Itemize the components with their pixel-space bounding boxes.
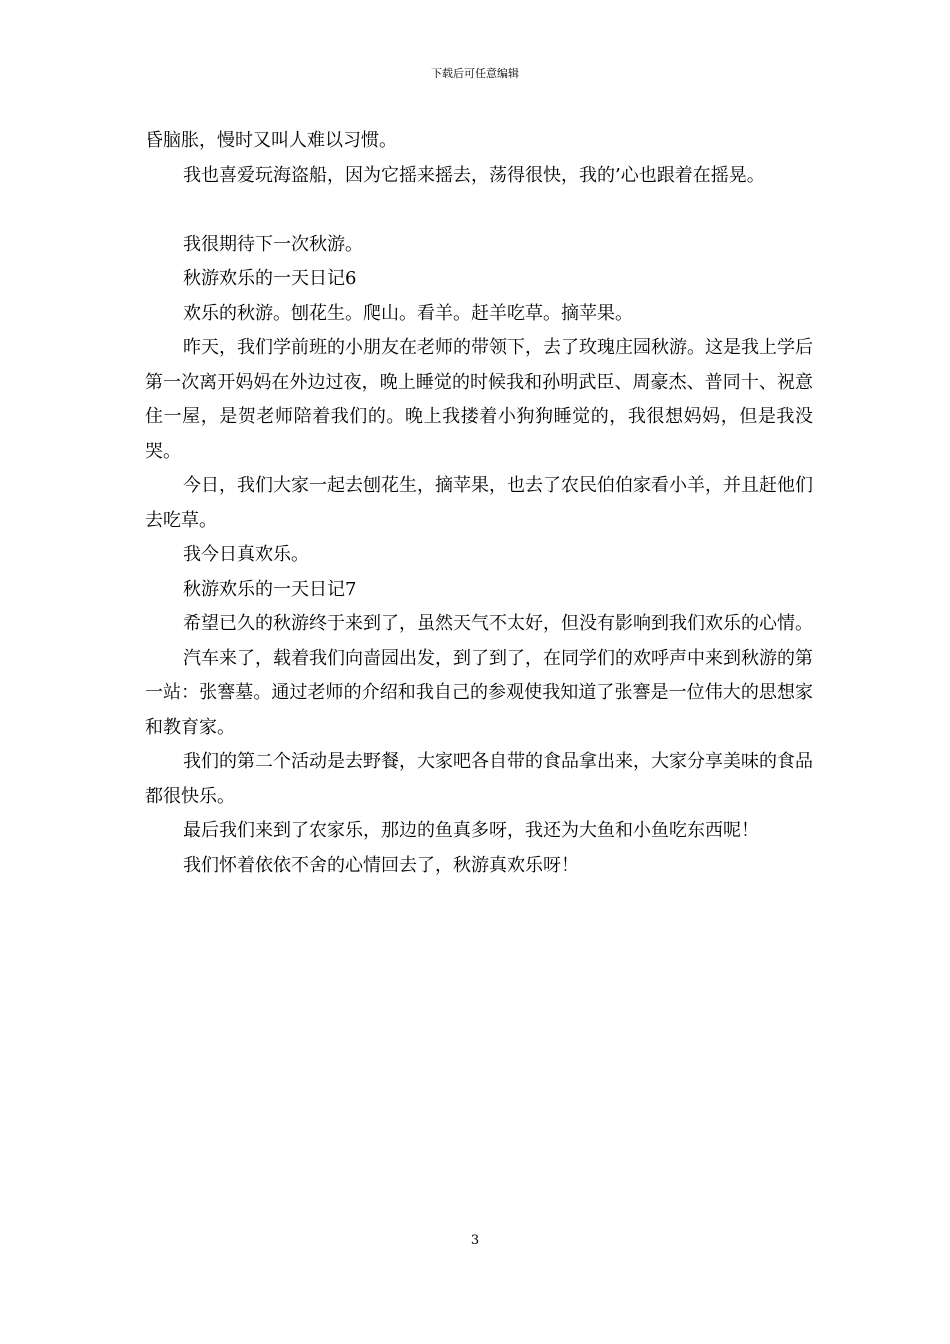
paragraph: 我也喜爱玩海盗船，因为它摇来摇去，荡得很快，我的’心也跟着在摇晃。: [183, 164, 765, 186]
paragraph: 希望已久的秋游终于来到了，虽然天气不太好，但没有影响到我们欢乐的心情。: [183, 613, 813, 634]
blank-line: [145, 193, 813, 228]
paragraph: 我们怀着依依不舍的心情回去了，秋游真欢乐呀！: [183, 854, 579, 876]
paragraph: 我们的第二个活动是去野餐，大家吧各自带的食品拿出来，大家分享美味的食品都很快乐。: [145, 751, 813, 807]
paragraph: 今日，我们大家一起去刨花生，摘苹果，也去了农民伯伯家看小羊，并且赶他们去吃草。: [145, 475, 813, 531]
page-number: 3: [470, 1233, 480, 1248]
paragraph: 昏脑胀，慢时又叫人难以习惯。: [145, 130, 397, 151]
section-title: 秋游欢乐的一天日记7: [183, 578, 357, 600]
section-title: 秋游欢乐的一天日记6: [183, 268, 357, 289]
paragraph: 我很期待下一次秋游。: [183, 233, 363, 255]
paragraph: 汽车来了，载着我们向啬园出发，到了到了，在同学们的欢呼声中来到秋游的第一站：张謇墓。通过老师的介绍和我自己的参观使我知道了张謇是一位伟大的思想家和教育家。: [145, 647, 813, 738]
page-header: 下载后可任意编辑: [431, 67, 519, 80]
paragraph: 欢乐的秋游。刨花生。爬山。看羊。赶羊吃草。摘苹果。: [183, 302, 633, 324]
paragraph: 昨天，我们学前班的小朋友在老师的带领下，去了玫瑰庄园秋游。这是我上学后第一次离开妈妈在外边过夜，晚上睡觉的时候我和孙明武臣、周豪杰、普同十、祝意住一屋，是贺老师陪着我们的。晚上我搂着小狗狗睡觉的，我很想妈妈，但是我没哭。: [145, 337, 813, 462]
paragraph: 最后我们来到了农家乐，那边的鱼真多呀，我还为大鱼和小鱼吃东西呢！: [183, 820, 759, 841]
document-body: [145, 124, 813, 883]
paragraph: 我今日真欢乐。: [183, 544, 309, 565]
